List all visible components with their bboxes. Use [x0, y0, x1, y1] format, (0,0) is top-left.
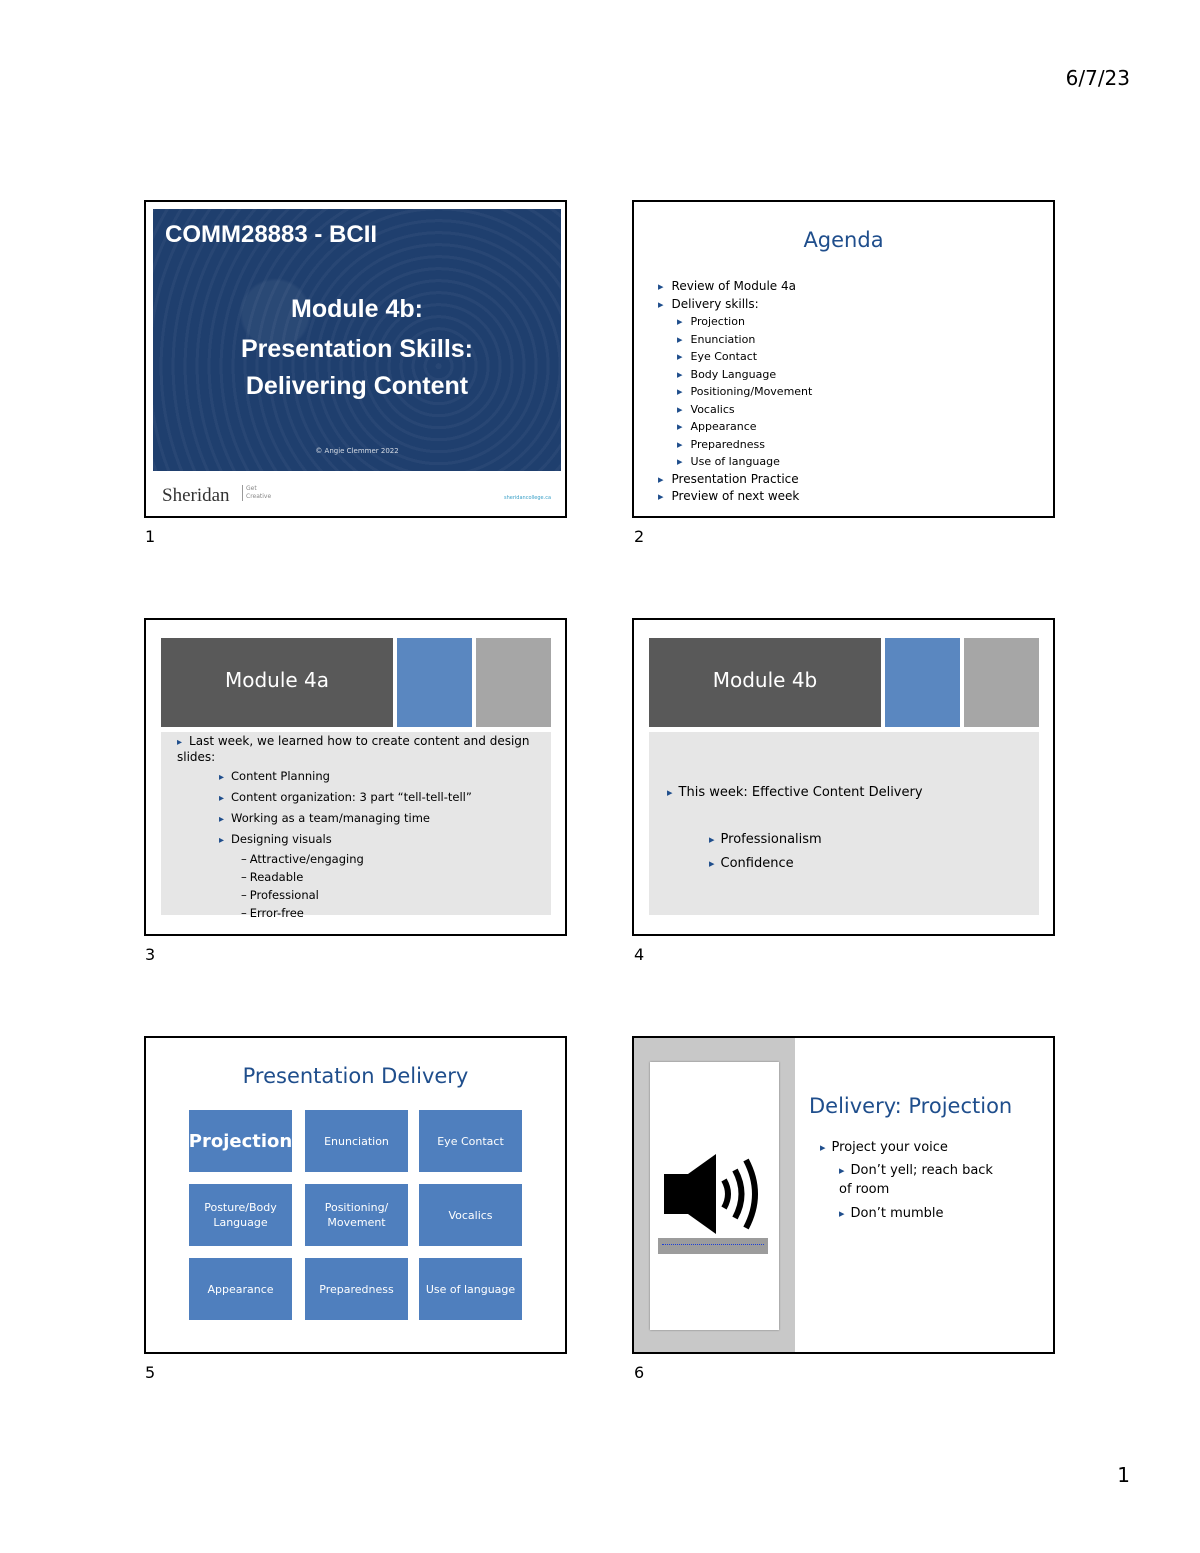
bullet-item: ▸ Content Planning: [219, 769, 537, 785]
accent-block-blue: [397, 638, 472, 727]
speaker-icon: [662, 1152, 766, 1236]
tile-vocalics: Vocalics: [419, 1184, 522, 1246]
bullet-item: ▸ Working as a team/managing time: [219, 811, 537, 827]
lead-bullet: ▸ Project your voice: [820, 1140, 948, 1155]
slide-6: [632, 1036, 1055, 1354]
slide-3: [144, 618, 567, 936]
agenda-subitem: ▸ Use of language: [677, 453, 812, 471]
title-banner: [153, 209, 561, 471]
slide-title: Agenda: [803, 228, 884, 252]
bullet-item: ▸ Don’t yell; reach back of room: [839, 1161, 1009, 1199]
agenda-subitem: ▸ Positioning/Movement: [677, 383, 812, 401]
lead-bullet: ▸ This week: Effective Content Delivery: [667, 785, 923, 800]
header-block: [649, 638, 881, 727]
slide-number: 6: [634, 1363, 645, 1382]
page-date: 6/7/23: [1065, 66, 1130, 90]
agenda-subitem: ▸ Projection: [677, 313, 812, 331]
accent-block-gray: [476, 638, 551, 727]
bullet-item: ▸ Confidence: [709, 856, 794, 871]
slide-title: Module 4b: [712, 668, 818, 692]
image-source-link[interactable]: [658, 1238, 768, 1254]
sub-bullet-item: – Readable: [241, 870, 537, 884]
agenda-list: [658, 278, 812, 506]
agenda-subitem: ▸ Body Language: [677, 366, 812, 384]
tile-preparedness: Preparedness: [305, 1258, 408, 1320]
page-number: 1: [1117, 1463, 1130, 1487]
slide-5: [144, 1036, 567, 1354]
sub-bullet-item: – Error-free: [241, 906, 537, 920]
bullet-item: ▸ Designing visuals: [219, 832, 537, 848]
module-title-line: Delivering Content: [245, 372, 469, 400]
agenda-sublist: [658, 313, 812, 471]
slide-title: Module 4a: [224, 668, 330, 692]
slide-number: 3: [145, 945, 156, 964]
content-area: [161, 732, 551, 920]
slide-2: [632, 200, 1055, 518]
website: sheridancollege.ca: [504, 495, 552, 501]
slide-number: 1: [145, 527, 156, 546]
slide-4: [632, 618, 1055, 936]
agenda-item: ▸ Presentation Practice: [658, 471, 812, 489]
sub-bullet-item: – Professional: [241, 888, 537, 902]
tile-enunciation: Enunciation: [305, 1110, 408, 1172]
lead-bullet: ▸ Last week, we learned how to create content and design slides:: [177, 734, 537, 764]
course-code: COMM28883 - BCII: [165, 221, 378, 248]
agenda-item: ▸ Review of Module 4a: [658, 278, 812, 296]
agenda-item: ▸ Preview of next week: [658, 488, 812, 506]
tile-eye-contact: Eye Contact: [419, 1110, 522, 1172]
sheridan-logo: Sheridan: [162, 485, 230, 506]
agenda-subitem: ▸ Appearance: [677, 418, 812, 436]
agenda-subitem: ▸ Vocalics: [677, 401, 812, 419]
slide-number: 2: [634, 527, 645, 546]
tile-appearance: Appearance: [189, 1258, 292, 1320]
bullet-item: ▸ Content organization: 3 part “tell-tell-tell”: [219, 790, 537, 806]
module-title-line: Presentation Skills:: [240, 335, 474, 363]
agenda-subitem: ▸ Preparedness: [677, 436, 812, 454]
content-area: [649, 732, 1039, 915]
module-title-line: Module 4b:: [291, 295, 423, 323]
copyright-credit: © Angie Clemmer 2022: [315, 447, 399, 455]
header-block: [161, 638, 393, 727]
slide-number: 4: [634, 945, 645, 964]
tile-projection: Projection: [189, 1110, 292, 1172]
tile-positioning: Positioning/ Movement: [305, 1184, 408, 1246]
agenda-item: ▸ Delivery skills:: [658, 296, 812, 314]
agenda-subitem: ▸ Eye Contact: [677, 348, 812, 366]
tile-use-of-language: Use of language: [419, 1258, 522, 1320]
slide-title: Delivery: Projection: [809, 1094, 1013, 1118]
image-panel: [634, 1038, 795, 1352]
slide-number: 5: [145, 1363, 156, 1382]
slide-1: [144, 200, 567, 518]
accent-block-blue: [885, 638, 960, 727]
sub-bullet-item: – Attractive/engaging: [241, 852, 537, 866]
accent-block-gray: [964, 638, 1039, 727]
slide-title: Presentation Delivery: [242, 1064, 469, 1088]
bullet-item: ▸ Professionalism: [709, 832, 822, 847]
image-card: [650, 1062, 779, 1330]
tile-posture: Posture/Body Language: [189, 1184, 292, 1246]
bullet-item: ▸ Don’t mumble: [839, 1204, 1009, 1223]
agenda-subitem: ▸ Enunciation: [677, 331, 812, 349]
logo-tagline: Get Creative: [242, 485, 266, 501]
